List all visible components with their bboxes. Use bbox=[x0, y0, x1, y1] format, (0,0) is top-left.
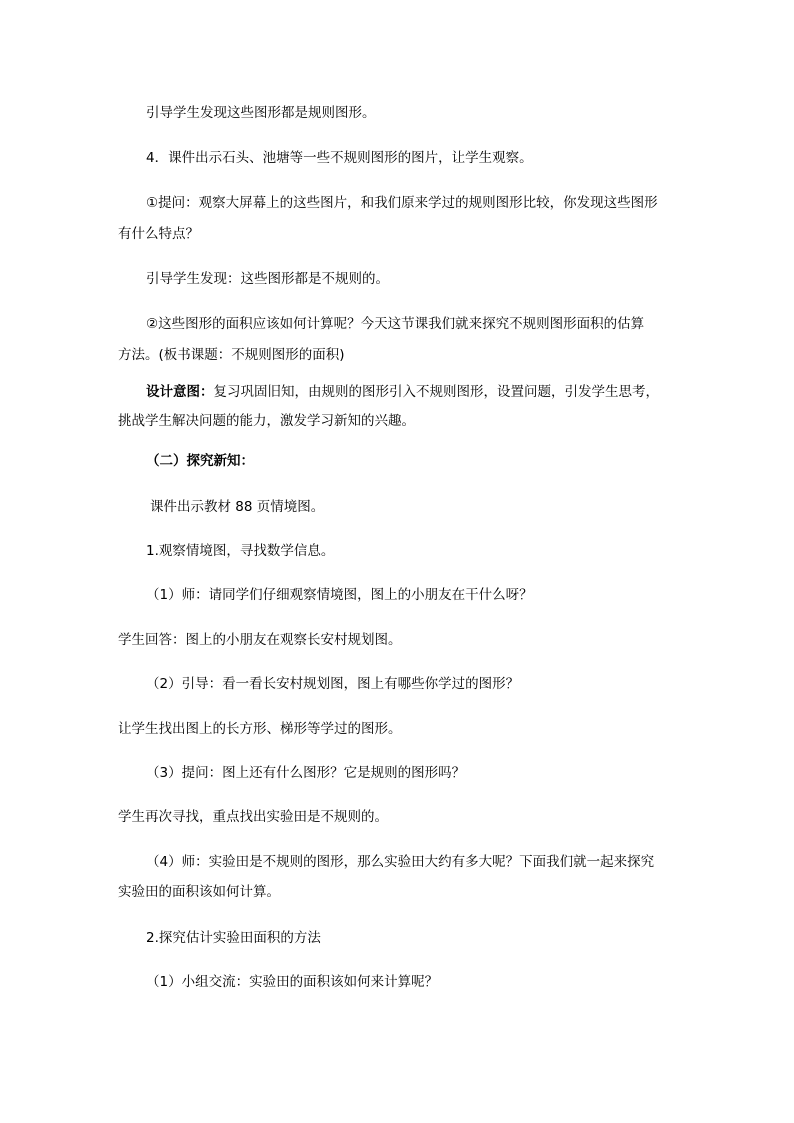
step-1-q1: （1）师：请同学们仔细观察情境图，图上的小朋友在干什么呀？ bbox=[146, 587, 533, 603]
design-intent-label: 设计意图： bbox=[146, 384, 214, 400]
step-1-a2: 让学生找出图上的长方形、梯形等学过的图形。 bbox=[118, 721, 402, 737]
design-intent-text: 复习巩固旧知，由规则的图形引入不规则图形，设置问题，引发学生思考， bbox=[213, 384, 659, 400]
step-2-q1: （1）小组交流：实验田的面积该如何来计算呢？ bbox=[146, 974, 439, 990]
design-intent-line-2: 挑战学生解决问题的能力，激发学习新知的兴趣。 bbox=[118, 413, 415, 429]
step-1-q4-line-2: 实验田的面积该如何计算。 bbox=[118, 884, 280, 900]
paragraph-3-line-1: ①提问：观察大屏幕上的这些图片，和我们原来学过的规则图形比较，你发现这些图形 bbox=[146, 195, 658, 211]
section-heading-explore: （二）探究新知： bbox=[146, 453, 254, 469]
paragraph-1: 引导学生发现这些图形都是规则图形。 bbox=[146, 105, 376, 121]
paragraph-4: 引导学生发现：这些图形都是不规则的。 bbox=[146, 271, 389, 287]
step-1-q2: （2）引导：看一看长安村规划图，图上有哪些你学过的图形？ bbox=[146, 676, 520, 692]
paragraph-2: 4．课件出示石头、池塘等一些不规则图形的图片，让学生观察。 bbox=[146, 150, 533, 166]
paragraph-3-line-2: 有什么特点？ bbox=[118, 226, 199, 242]
step-1-q4-line-1: （4）师：实验田是不规则的图形，那么实验田大约有多大呢？下面我们就一起来探究 bbox=[146, 854, 655, 870]
step-1-a1: 学生回答：图上的小朋友在观察长安村规划图。 bbox=[118, 632, 402, 648]
step-1-a3: 学生再次寻找，重点找出实验田是不规则的。 bbox=[118, 809, 388, 825]
paragraph-5-line-1: ②这些图形的面积应该如何计算呢？今天这节课我们就来探究不规则图形面积的估算 bbox=[146, 316, 645, 332]
step-1-q3: （3）提问：图上还有什么图形？它是规则的图形吗？ bbox=[146, 765, 466, 781]
step-2-heading: 2.探究估计实验田面积的方法 bbox=[146, 930, 321, 946]
paragraph-5-line-2: 方法。(板书课题：不规则图形的面积) bbox=[118, 347, 345, 363]
step-1-heading: 1.观察情境图，寻找数学信息。 bbox=[146, 543, 335, 559]
design-intent-line-1 bbox=[146, 377, 686, 407]
paragraph-courseware: 课件出示教材 88 页情境图。 bbox=[150, 499, 325, 515]
